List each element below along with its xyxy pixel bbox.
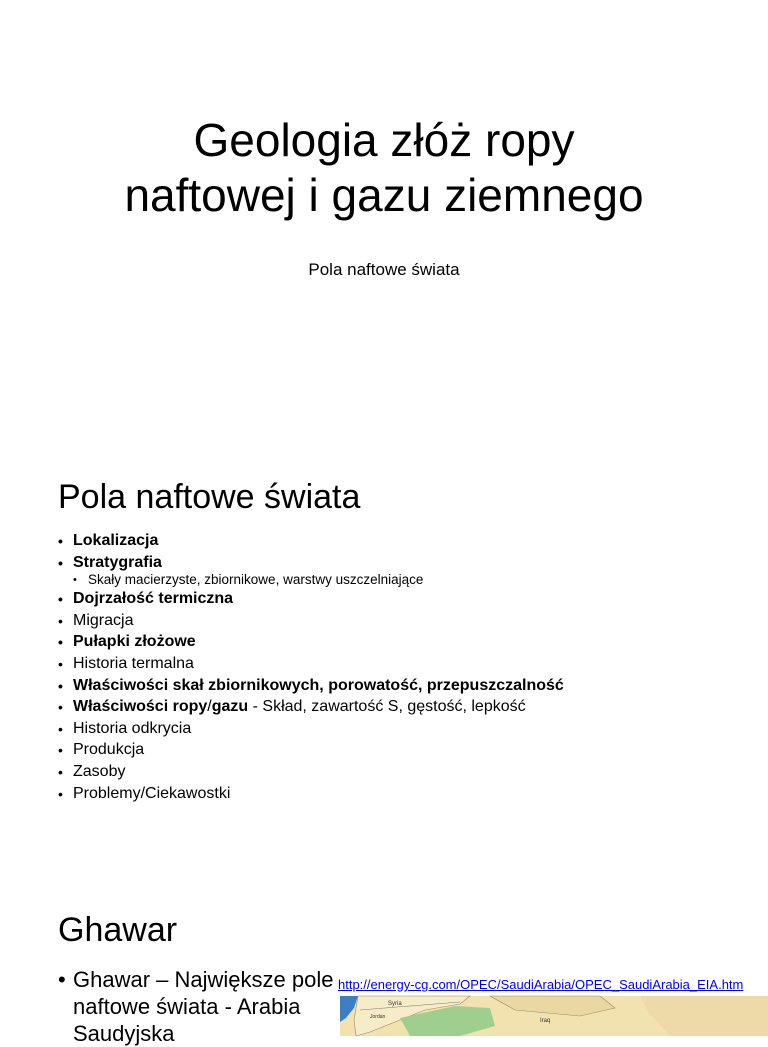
main-title-line-1: Geologia złóż ropy: [193, 114, 575, 166]
title-slide: [0, 0, 768, 440]
list-item-bold: Właściwości ropy: [73, 698, 208, 716]
sub-list-item: • Skały macierzyste, zbiornikowe, warstwy uszczelniające: [58, 573, 758, 587]
saudi-arabia-map: [340, 996, 768, 1036]
topics-heading: Pola naftowe świata: [58, 478, 361, 516]
list-item: • Dojrzałość termiczna: [58, 591, 758, 607]
list-item: • Historia odkrycia: [58, 721, 758, 737]
list-item: • Problemy/Ciekawostki: [58, 786, 758, 802]
topics-slide: [0, 440, 768, 880]
main-title-line-2: naftowej i gazu ziemnego: [124, 169, 644, 221]
map-label: Jordan: [370, 1014, 386, 1020]
ghawar-bullet: • Ghawar – Największe pole naftowe świata - Arabia Saudyjska: [58, 966, 348, 1047]
list-item: • Właściwości skał zbiornikowych, porowatość, przepuszczalność: [58, 678, 758, 694]
list-item: • Migracja: [58, 613, 758, 629]
list-item-bold: gazu: [211, 698, 249, 716]
ghawar-heading: Ghawar: [58, 911, 178, 949]
topics-list: [58, 533, 758, 807]
ghawar-slide: [0, 880, 768, 1046]
map-label: Syria: [388, 1001, 402, 1007]
list-item: • Zasoby: [58, 764, 758, 780]
list-item: • Stratygrafia: [58, 555, 758, 571]
list-item: • Produkcja: [58, 742, 758, 758]
source-link[interactable]: http://energy-cg.com/OPEC/SaudiArabia/OPEC_SaudiArabia_EIA.htm: [338, 977, 744, 992]
list-item-separator: /: [207, 698, 212, 716]
list-item: • Lokalizacja: [58, 533, 758, 549]
main-title: [0, 113, 768, 223]
list-item-rest: - Skład, zawartość S, gęstość, lepkość: [248, 698, 526, 716]
list-item: • Pułapki złożowe: [58, 634, 758, 650]
map-label: Iraq: [540, 1018, 551, 1024]
list-item: • Historia termalna: [58, 656, 758, 672]
map-image: [340, 996, 768, 1036]
list-item: [58, 699, 758, 715]
subtitle: Pola naftowe świata: [308, 260, 460, 279]
